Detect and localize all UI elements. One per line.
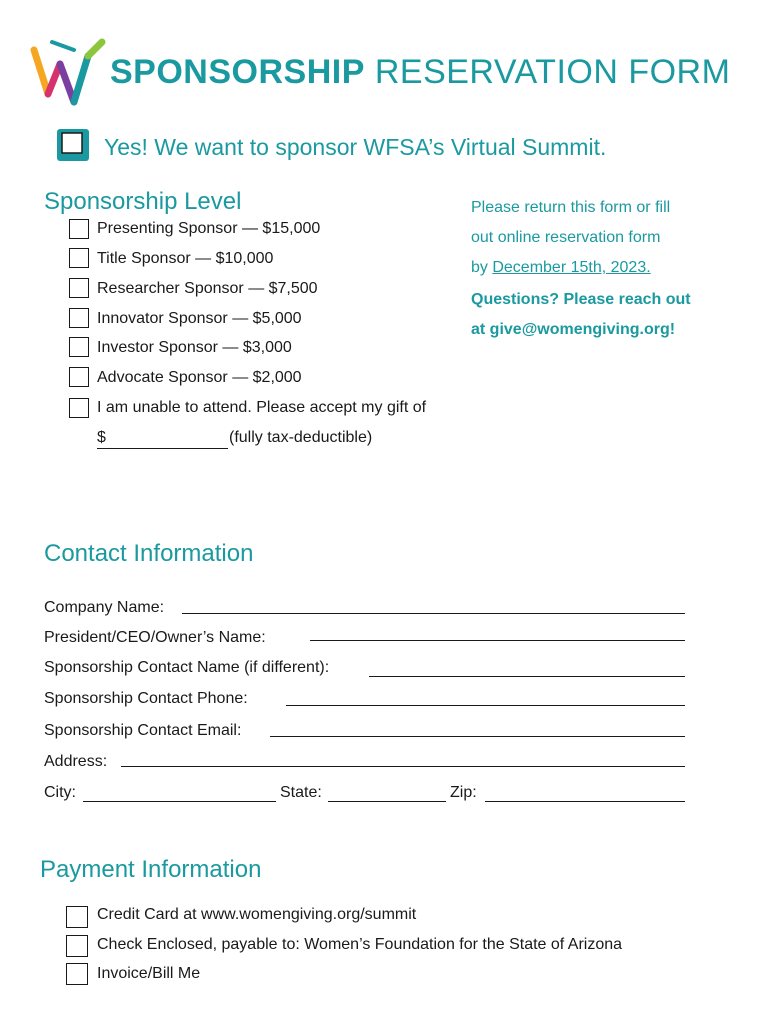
instructions-line-3 [471, 253, 761, 283]
gift-note: (fully tax-deductible) [229, 429, 373, 446]
credit-card-checkbox[interactable] [66, 906, 88, 928]
check-enclosed-checkbox[interactable] [66, 935, 88, 957]
address-field[interactable] [121, 766, 685, 767]
investor-sponsor-label: Investor Sponsor — $3,000 [97, 339, 292, 356]
title-rest: RESERVATION FORM [364, 53, 731, 91]
contact-phone-field[interactable] [286, 705, 685, 706]
invoice-label: Invoice/Bill Me [97, 965, 201, 982]
address-label: Address: [44, 753, 108, 770]
credit-card-label: Credit Card at www.womengiving.org/summit [97, 906, 417, 923]
presenting-sponsor-checkbox[interactable] [69, 219, 89, 239]
instructions-line-1: Please return this form or fill [471, 199, 671, 216]
gift-label: I am unable to attend. Please accept my gift of [97, 399, 427, 416]
title-bold: SPONSORSHIP [110, 53, 365, 91]
researcher-sponsor-label: Researcher Sponsor — $7,500 [97, 280, 318, 297]
company-name-field[interactable] [182, 613, 685, 614]
contact-phone-label: Sponsorship Contact Phone: [44, 690, 248, 707]
form-title [110, 52, 730, 92]
contact-email-label: Sponsorship Contact Email: [44, 722, 242, 739]
questions-line-1: Questions? Please reach out [471, 291, 691, 308]
contact-email-field[interactable] [270, 736, 685, 737]
teal-checkbox-icon[interactable] [56, 128, 90, 162]
return-instructions [471, 193, 761, 345]
title-sponsor-label: Title Sponsor — $10,000 [97, 250, 274, 267]
wfsa-logo-icon [30, 36, 108, 108]
sponsorship-level-heading: Sponsorship Level [44, 188, 242, 215]
investor-sponsor-checkbox[interactable] [69, 337, 89, 357]
invoice-checkbox[interactable] [66, 963, 88, 985]
researcher-sponsor-checkbox[interactable] [69, 278, 89, 298]
company-name-label: Company Name: [44, 599, 165, 616]
contact-name-field[interactable] [369, 676, 685, 677]
zip-label: Zip: [450, 784, 477, 801]
state-field[interactable] [328, 801, 446, 802]
contact-information-heading: Contact Information [44, 540, 254, 567]
deadline-date: December 15th, 2023. [492, 259, 651, 276]
gift-checkbox[interactable] [69, 398, 89, 418]
president-name-field[interactable] [310, 640, 685, 641]
innovator-sponsor-checkbox[interactable] [69, 308, 89, 328]
city-field[interactable] [83, 801, 276, 802]
contact-name-label: Sponsorship Contact Name (if different): [44, 659, 330, 676]
city-label: City: [44, 784, 76, 801]
advocate-sponsor-checkbox[interactable] [69, 367, 89, 387]
deadline-prefix: by [471, 259, 493, 276]
sponsor-confirmation-text: Yes! We want to sponsor WFSA’s Virtual Summit. [104, 134, 607, 160]
payment-information-heading: Payment Information [40, 856, 262, 883]
presenting-sponsor-label: Presenting Sponsor — $15,000 [97, 220, 321, 237]
zip-field[interactable] [485, 801, 685, 802]
innovator-sponsor-label: Innovator Sponsor — $5,000 [97, 310, 302, 327]
check-enclosed-label: Check Enclosed, payable to: Women’s Foundation for the State of Arizona [97, 936, 623, 953]
gift-amount-field[interactable] [97, 448, 228, 449]
title-sponsor-checkbox[interactable] [69, 248, 89, 268]
state-label: State: [280, 784, 322, 801]
president-name-label: President/CEO/Owner’s Name: [44, 629, 266, 646]
instructions-line-2: out online reservation form [471, 229, 661, 246]
advocate-sponsor-label: Advocate Sponsor — $2,000 [97, 369, 302, 386]
contact-email-line[interactable]: at give@womengiving.org! [471, 321, 676, 338]
gift-currency: $ [97, 429, 106, 446]
